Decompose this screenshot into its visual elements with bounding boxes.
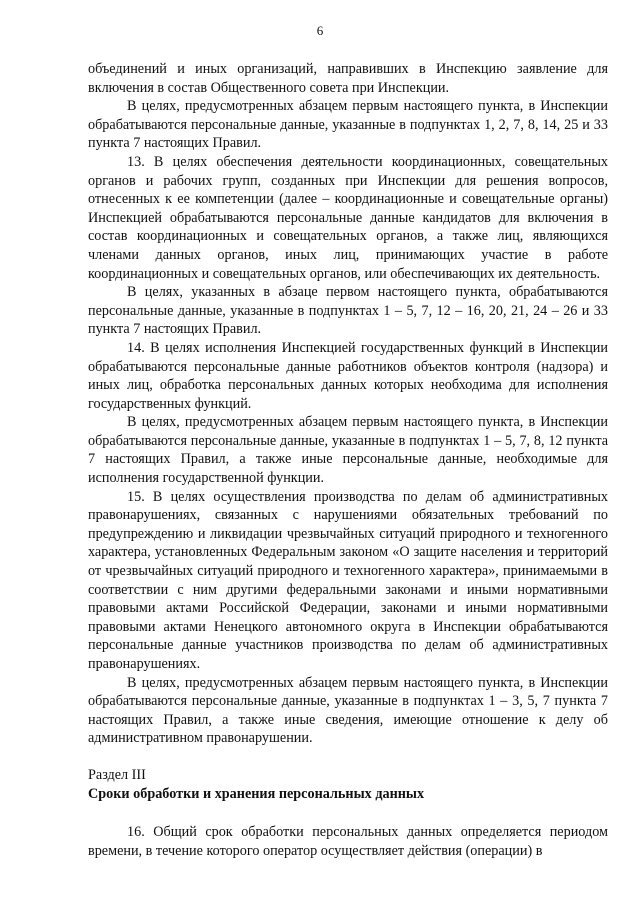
document-body <box>88 60 608 860</box>
paragraph-item-16: 16. Общий срок обработки персональных данных определяется периодом времени, в течение которого оператор осуществляет действия (операции) в <box>88 824 608 859</box>
section-number: Раздел III <box>88 766 146 783</box>
page-number: 6 <box>316 23 324 38</box>
paragraph: В целях, предусмотренных абзацем первым настоящего пункта, в Инспекции обрабатываются персональные данные, указанные в подпунктах 1 – 5, 7, 8, 12 пункта 7 настоящих Правил, а также иные персональные данные, необходимые для исполнения государственной функции. <box>88 414 608 487</box>
section-title: Сроки обработки и хранения персональных данных <box>88 785 425 802</box>
paragraph-item-15: 15. В целях осуществления производства по делам об административных правонарушениях, связанных с нарушениями обязательных требований по предупреждению и ликвидации чрезвычайных ситуаций природного и техногенного характера, установленных Федеральным законом «О защите населения и территорий от чрезвычайных ситуаций природного и техногенного характера», принимаемыми в соответствии с ним другими федеральными законами и иными нормативными правовыми актами Российской Федерации, законами и иными нормативными правовыми актами Ненецкого автономного округа в Инспекции обрабатываются персональные данные участников производства по делам об административных правонарушениях. <box>88 488 608 672</box>
paragraph: В целях, предусмотренных абзацем первым настоящего пункта, в Инспекции обрабатываются персональные данные, указанные в подпунктах 1, 2, 7, 8, 14, 25 и 33 пункта 7 настоящих Правил. <box>88 98 608 152</box>
paragraph: В целях, указанных в абзаце первом настоящего пункта, обрабатываются персональные данные, указанные в подпунктах 1 – 5, 7, 12 – 16, 20, 21, 24 – 26 и 33 пункта 7 настоящих Правил. <box>88 284 608 338</box>
paragraph-item-13: 13. В целях обеспечения деятельности координационных, совещательных органов и рабочих групп, созданных при Инспекции для решения вопросов, отнесенных к ее компетенции (далее – координационные и совещательные органы) Инспекцией обрабатываются персональные данные кандидатов для включения в состав координационных и совещательных органов, а также лиц, являющихся членами данных органов, иных лиц, принимающих участие в работе координационных и совещательных органов, или обеспечивающих их деятельность. <box>88 153 608 282</box>
paragraph-continuation: объединений и иных организаций, направивших в Инспекцию заявление для включения в состав Общественного совета при Инспекции. <box>88 61 608 96</box>
paragraph-item-14: 14. В целях исполнения Инспекцией государственных функций в Инспекции обрабатываются персональные данные работников объектов контроля (надзора) и иных лиц, обработка персональных данных которых необходима для исполнения государственных функций. <box>88 339 608 412</box>
paragraph: В целях, предусмотренных абзацем первым настоящего пункта, в Инспекции обрабатываются персональные данные, указанные в подпунктах 1 – 3, 5, 7 пункта 7 настоящих Правил, а также иные сведения, имеющие отношение к делу об административном правонарушении. <box>88 674 608 747</box>
